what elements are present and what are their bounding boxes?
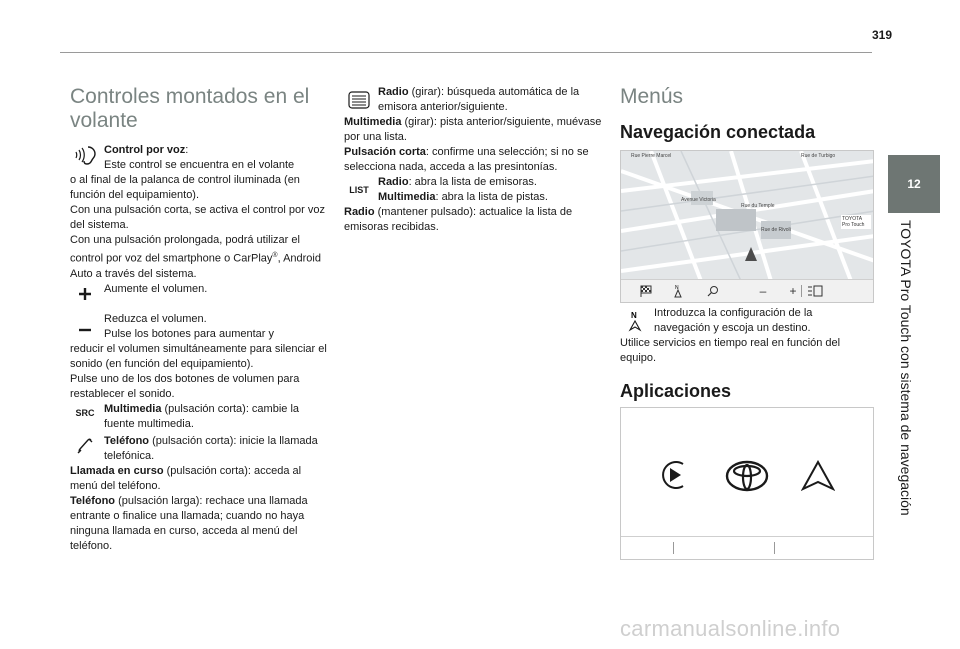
list-item: LIST Radio: abra la lista de emisoras. Multimedia: abra la lista de pistas. <box>344 175 602 205</box>
navigation-desc-item: N Introduzca la configuración de la navegación y escoja un destino. <box>620 306 874 336</box>
navigation-screen <box>620 150 874 303</box>
volume-restore-text: Pulse uno de los dos botones de volumen para restablecer el sonido. <box>70 372 300 400</box>
carplay-icon[interactable] <box>659 458 689 497</box>
phone-long-press-text: Teléfono (pulsación larga): rechace una llamada entrante o finalice una llamada; cuando no haya ninguna llamada en curso, acceda al menú del teléfono. <box>70 494 308 552</box>
applications-toolbar <box>621 536 873 559</box>
map-label: Rue Pierre Marcel <box>631 153 672 159</box>
volume-down-item: Reduzca el volumen. Pulse los botones para aumentar y <box>70 312 328 342</box>
section-heading-menus: Menús <box>620 85 684 108</box>
toyota-logo-icon[interactable] <box>725 460 769 497</box>
phone-icon <box>70 434 100 458</box>
volume-up-item <box>70 282 328 306</box>
side-chapter-title: TOYOTA Pro Touch con sistema de navegación <box>898 220 914 516</box>
column-radio-controls <box>344 85 602 235</box>
north-icon[interactable] <box>671 280 685 302</box>
map-badge: TOYOTA Pro Touch <box>841 215 871 229</box>
map-label: Rue de Rivoli <box>761 227 791 233</box>
flag-icon[interactable] <box>621 280 671 302</box>
zoom-in-icon[interactable]: + <box>789 284 797 298</box>
short-press-text: Pulsación corta: confirme una selección; si no se selecciona nada, acceda a las presintonías. <box>344 146 589 173</box>
navigation-toolbar <box>621 279 873 302</box>
map-label: Rue du Temple <box>741 203 775 209</box>
voice-control-icon <box>70 143 100 167</box>
navigation-north-icon <box>620 306 650 336</box>
menu-icon[interactable] <box>802 280 828 302</box>
android-auto-icon[interactable] <box>801 460 835 497</box>
call-in-progress-text: Llamada en curso (pulsación corta): acceda al menú del teléfono. <box>70 464 302 492</box>
src-icon: SRC <box>75 408 95 419</box>
watermark: carmanualsonline.info <box>620 616 841 641</box>
map-label: Rue de Turbigo <box>801 153 836 159</box>
section-heading-steering: Controles montados en el volante <box>70 85 310 132</box>
volume-up-text: Aumente el volumen. <box>104 282 208 295</box>
navigation-map <box>621 151 874 281</box>
minus-icon <box>70 312 100 342</box>
navigation-description <box>620 306 874 402</box>
voice-control-item: Control por voz: Este control se encuentra en el volante <box>70 143 328 173</box>
column-steering-controls <box>70 85 328 554</box>
column-menus <box>620 85 874 143</box>
radio-hold-text: Radio (mantener pulsado): actualice la lista de emisoras recibidas. <box>344 206 573 233</box>
voice-short-press-text: Con una pulsación corta, se activa el control por voz del sistema. <box>70 204 325 231</box>
voice-long-press-text: Con una pulsación prolongada, podrá utilizar el control por voz del smartphone o CarPlay®, Android Auto a través del sistema. <box>70 234 321 280</box>
side-title-area <box>896 220 916 560</box>
svg-text:N: N <box>631 311 637 320</box>
header-rule <box>60 52 872 53</box>
plus-icon <box>70 282 100 306</box>
page-number: 319 <box>872 28 893 42</box>
list-icon: LIST <box>349 184 369 195</box>
map-label: Avenue Victoria <box>681 197 716 203</box>
heading-connected-navigation: Navegación conectada <box>620 122 816 142</box>
multimedia-turn-text: Multimedia (girar): pista anterior/siguiente, muévase por una lista. <box>344 116 602 143</box>
zoom-out-icon[interactable]: – <box>759 284 767 298</box>
chapter-tab: 12 <box>888 155 940 213</box>
voice-search-icon[interactable] <box>685 280 741 302</box>
svg-text:N: N <box>675 285 679 291</box>
rotary-knob-icon <box>344 85 374 115</box>
navigation-realtime-text: Utilice servicios en tiempo real en función del equipo. <box>620 337 841 364</box>
volume-down-text: reducir el volumen simultáneamente para silenciar el sonido (en función del equipamiento). <box>70 342 327 370</box>
voice-control-text: o al final de la palanca de control iluminada (en función del equipamiento). <box>70 174 300 201</box>
applications-screen <box>620 407 874 560</box>
radio-turn-item: Radio (girar): búsqueda automática de la emisora anterior/siguiente. <box>344 85 602 115</box>
src-item: SRC Multimedia (pulsación corta): cambie la fuente multimedia. <box>70 402 328 432</box>
phone-item: Teléfono (pulsación corta): inicie la llamada telefónica. <box>70 434 328 464</box>
heading-applications: Aplicaciones <box>620 381 732 401</box>
voice-control-label: Control por voz <box>104 144 186 156</box>
